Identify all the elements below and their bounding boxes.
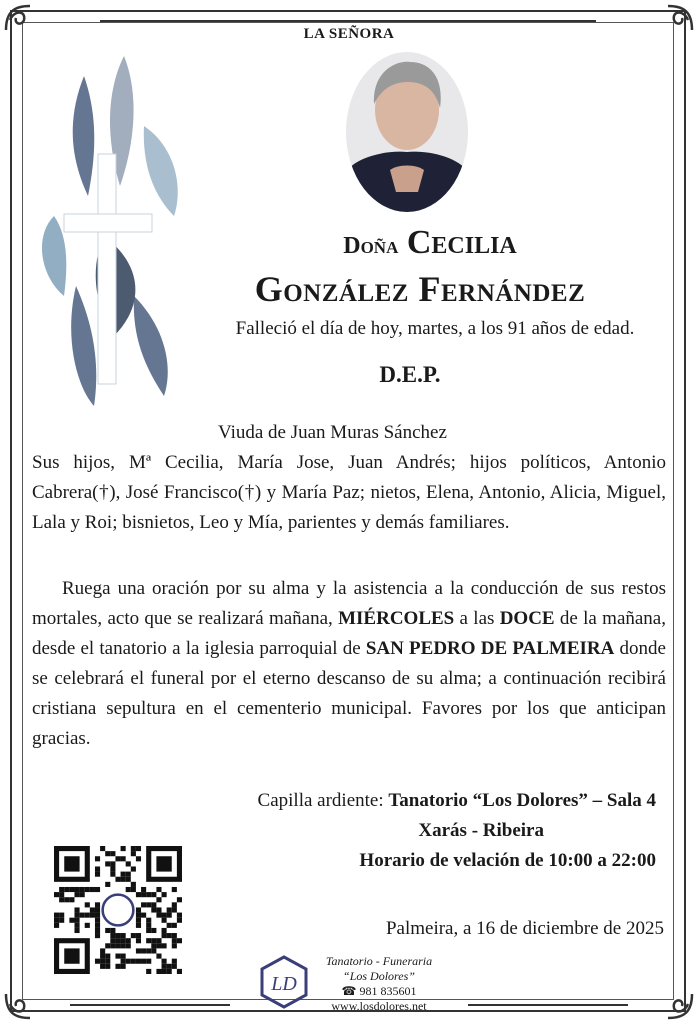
bottom-rule-right	[468, 1004, 628, 1006]
chapel-label: Capilla ardiente:	[257, 790, 389, 811]
widow-line: Viuda de Juan Muras Sánchez	[218, 422, 447, 443]
chapel-location: Xarás - Ribeira	[418, 820, 544, 841]
website-link[interactable]: www.losdolores.net	[331, 999, 427, 1013]
death-notice-line: Falleció el día de hoy, martes, a los 91 años de edad.	[235, 318, 635, 339]
prayer-text-3: de la mañana, desde el tanatorio a la iglesia parroquial de	[32, 608, 666, 659]
place-date: Palmeira, a 16 de diciembre de 2025	[385, 918, 664, 939]
qr-code-icon[interactable]	[54, 846, 182, 974]
svg-text:LD: LD	[271, 973, 297, 995]
cross-with-leaves-icon	[24, 36, 194, 446]
prayer-text-2: a las	[454, 608, 500, 629]
deceased-surnames: González Fernández	[254, 269, 586, 309]
phone-number: 981 835601	[359, 984, 417, 998]
hour-bold: DOCE	[499, 608, 555, 629]
funeraria-info	[314, 954, 444, 1014]
bottom-rule-left	[70, 1004, 230, 1006]
day-bold: MIÉRCOLES	[338, 608, 455, 629]
chapel-hours: Horario de velación de 10:00 a 22:00	[359, 850, 656, 871]
family-text: Sus hijos, Mª Cecilia, María Jose, Juan Andrés; hijos políticos, Antonio Cabrera(†), José Francisco(†) y María Paz; nietos, Elena, Antonio, Alicia, Miguel, Lala y Roi; bisnietos, Leo y Mía, parientes y demás familiares.	[32, 452, 666, 533]
corner-ornament-icon	[0, 970, 54, 1024]
church-bold: SAN PEDRO DE PALMEIRA	[365, 638, 615, 659]
funeraria-line2: “Los Dolores”	[343, 969, 415, 983]
prayer-paragraph	[32, 574, 666, 754]
corner-ornament-icon	[644, 970, 698, 1024]
family-paragraph	[32, 418, 666, 538]
portrait-photo	[346, 52, 468, 212]
chapel-info	[120, 786, 656, 876]
honorific: Doña	[343, 233, 399, 259]
phone-icon: ☎	[341, 984, 357, 998]
funeraria-logo-icon	[256, 954, 312, 1010]
first-name: Cecilia	[406, 224, 517, 261]
header-title: LA SEÑORA	[303, 26, 395, 42]
rip-text: D.E.P.	[379, 362, 441, 387]
top-rule	[100, 20, 596, 22]
prayer-text-1: Ruega una oración por su alma y la asistencia a la conducción de sus restos mortales, acto que se realizará mañana,	[32, 578, 666, 629]
chapel-tanatorio: Tanatorio “Los Dolores” – Sala 4	[388, 790, 656, 811]
funeraria-line1: Tanatorio - Funeraria	[325, 954, 433, 968]
prayer-text-4: donde se celebrará el funeral por el eterno descanso de su alma; a continuación recibirá cristiana sepultura en el cementerio municipal. Favores por los que anticipan gracias.	[32, 638, 666, 749]
deceased-first-name	[220, 224, 640, 262]
phone-line	[342, 984, 417, 998]
